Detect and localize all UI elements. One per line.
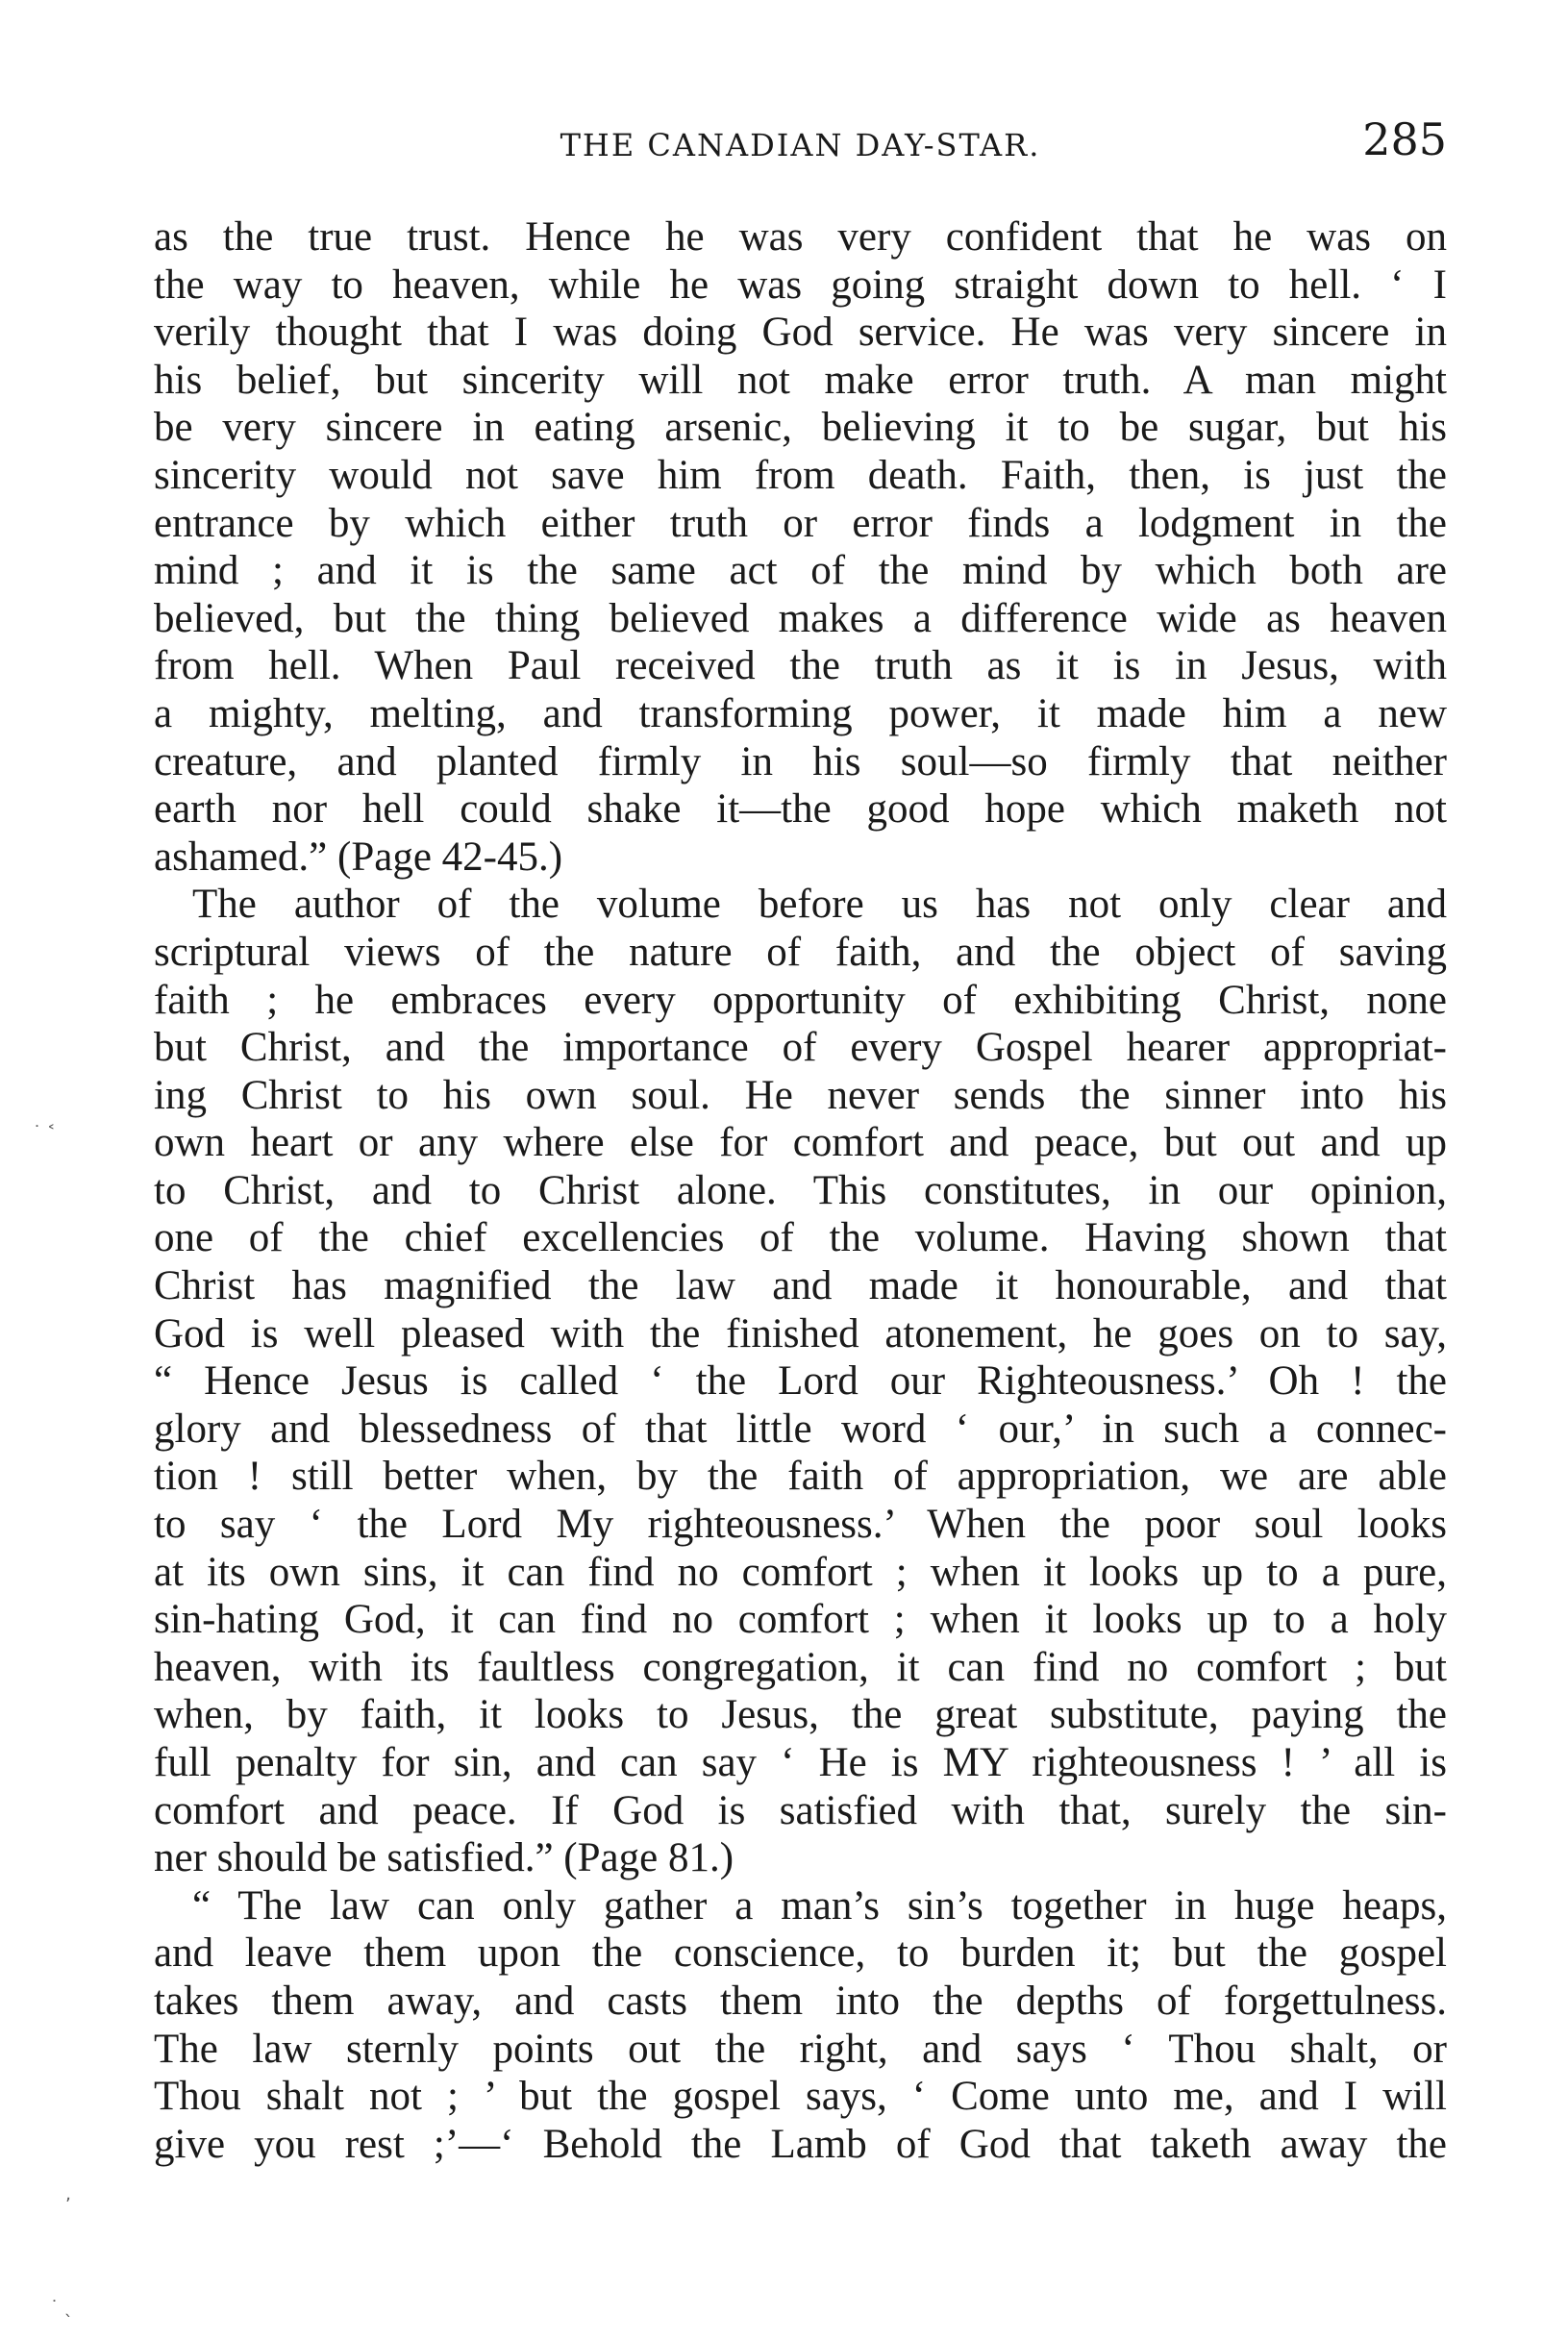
text-line: give you rest ;’—‘ Behold the Lamb of God that taketh away the [154,2121,1447,2167]
text-line: his belief, but sincerity will not make error truth. A man might [154,357,1447,403]
text-line: but Christ, and the importance of every Gospel hearer appropriat- [154,1025,1447,1071]
text-line: own heart or any where else for comfort and peace, but out and up [154,1120,1447,1166]
text-line: at its own sins, it can find no comfort ; when it looks up to a pure, [154,1549,1447,1595]
margin-speck: ˙ ˎ [50,2298,73,2318]
margin-speck: ‚ [65,2184,71,2204]
text-line: when, by faith, it looks to Jesus, the great substitute, paying the [154,1692,1447,1738]
text-line: sincerity would not save him from death. Faith, then, is just the [154,452,1447,498]
text-line: to Christ, and to Christ alone. This constitutes, in our opinion, [154,1167,1447,1213]
text-line: earth nor hell could shake it—the good hope which maketh not [154,786,1447,833]
text-line: be very sincere in eating arsenic, believing it to be sugar, but his [154,405,1447,451]
running-title: THE CANADIAN DAY-STAR. [560,127,1041,163]
text-line: ner should be satisfied.” (Page 81.) [154,1835,734,1881]
text-line: believed, but the thing believed makes a difference wide as heaven [154,595,1447,641]
running-header [154,113,1447,171]
text-line: ing Christ to his own soul. He never sends the sinner into his [154,1072,1447,1118]
text-line: a mighty, melting, and transforming power, it made him a new [154,690,1447,736]
text-line: The author of the volume before us has not only clear and [192,882,1447,928]
text-line: heaven, with its faultless congregation, it can find no comfort ; but [154,1644,1447,1690]
text-line: Thou shalt not ; ’ but the gospel says, ‘ Come unto me, and I will [154,2074,1447,2120]
text-line: “ Hence Jesus is called ‘ the Lord our Righteousness.’ Oh ! the [154,1358,1447,1405]
text-line: verily thought that I was doing God service. He was very sincere in [154,310,1447,356]
text-line: entrance by which either truth or error finds a lodgment in the [154,500,1447,546]
text-line: creature, and planted firmly in his soul—so firmly that neither [154,738,1447,784]
text-line: mind ; and it is the same act of the mind by which both are [154,548,1447,594]
text-line: “ The law can only gather a man’s sin’s together in huge heaps, [192,1882,1447,1929]
text-line: to say ‘ the Lord My righteousness.’ When the poor soul looks [154,1502,1447,1548]
text-line: ashamed.” (Page 42-45.) [154,834,563,880]
text-line: comfort and peace. If God is satisfied with that, surely the sin- [154,1787,1447,1833]
text-line: from hell. When Paul received the truth as it is in Jesus, with [154,643,1447,689]
margin-speck: ˙ ˂ [33,1123,56,1143]
text-line: glory and blessedness of that little word ‘ our,’ in such a connec- [154,1406,1447,1452]
page-number: 285 [1362,113,1447,165]
text-line: scriptural views of the nature of faith, and the object of saving [154,929,1447,975]
text-line: full penalty for sin, and can say ‘ He is MY righteousness ! ’ all is [154,1740,1447,1785]
text-line: and leave them upon the conscience, to burden it; but the gospel [154,1930,1447,1977]
text-line: tion ! still better when, by the faith of appropriation, we are able [154,1454,1447,1500]
text-line: as the true trust. Hence he was very confident that he was on [154,214,1447,260]
text-line: the way to heaven, while he was going straight down to hell. ‘ I [154,261,1447,308]
text-line: takes them away, and casts them into the depths of forgettulness. [154,1978,1447,2024]
text-line: sin-hating God, it can find no comfort ; when it looks up to a holy [154,1597,1447,1643]
text-line: faith ; he embraces every opportunity of exhibiting Christ, none [154,977,1447,1023]
text-line: God is well pleased with the finished atonement, he goes on to say, [154,1310,1447,1357]
body-text [154,213,1447,2168]
text-line: Christ has magnified the law and made it honourable, and that [154,1263,1447,1309]
text-line: one of the chief excellencies of the volume. Having shown that [154,1215,1447,1261]
text-line: The law sternly points out the right, and says ‘ Thou shalt, or [154,2026,1447,2072]
